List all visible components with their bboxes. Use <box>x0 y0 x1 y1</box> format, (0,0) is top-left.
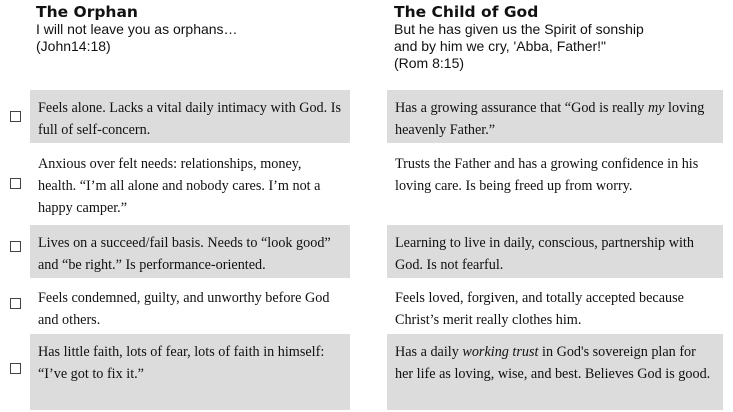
row-2-checkbox[interactable] <box>10 178 21 189</box>
orphan-quote: I will not leave you as orphans… <box>36 21 238 37</box>
row-5-checkbox[interactable] <box>10 363 21 374</box>
child-quote-line-1: But he has given us the Spirit of sonship <box>394 21 644 37</box>
row-2-child: Trusts the Father and has a growing confidence in his loving care. Is being freed up from worry. <box>395 156 699 194</box>
row-4-checkbox[interactable] <box>10 298 21 309</box>
orphan-title: The Orphan <box>36 3 138 21</box>
row-5-child: Has a daily working trust in God's sovereign plan for her life as loving, wise, and best. Believes God is good. <box>387 334 723 410</box>
row-4-child: Feels loved, forgiven, and totally accepted because Christ’s merit really clothes him. <box>395 290 684 328</box>
row-1-checkbox[interactable] <box>10 111 21 122</box>
child-reference: (Rom 8:15) <box>394 55 465 71</box>
row-4-orphan: Feels condemned, guilty, and unworthy before God and others. <box>38 290 330 328</box>
child-title: The Child of God <box>394 3 539 21</box>
row-2-orphan: Anxious over felt needs: relationships, money, health. “I’m all alone and nobody cares. I’m not a happy camper.” <box>38 156 321 216</box>
orphan-reference: (John14:18) <box>36 38 111 54</box>
child-quote-line-2: and by him we cry, 'Abba, Father!" <box>394 38 607 54</box>
row-5-orphan: Has little faith, lots of fear, lots of faith in himself: “I’ve got to fix it.” <box>30 334 350 410</box>
row-1-child: Has a growing assurance that “God is really my loving heavenly Father.” <box>387 90 723 143</box>
orphan-header <box>36 4 356 55</box>
row-3-checkbox[interactable] <box>10 241 21 252</box>
row-3-orphan: Lives on a succeed/fail basis. Needs to “look good” and “be right.” Is performance-oriented. <box>30 225 350 278</box>
row-1-orphan: Feels alone. Lacks a vital daily intimacy with God. Is full of self-concern. <box>30 90 350 143</box>
row-3-child: Learning to live in daily, conscious, partnership with God. Is not fearful. <box>387 225 723 278</box>
child-header <box>394 4 724 72</box>
